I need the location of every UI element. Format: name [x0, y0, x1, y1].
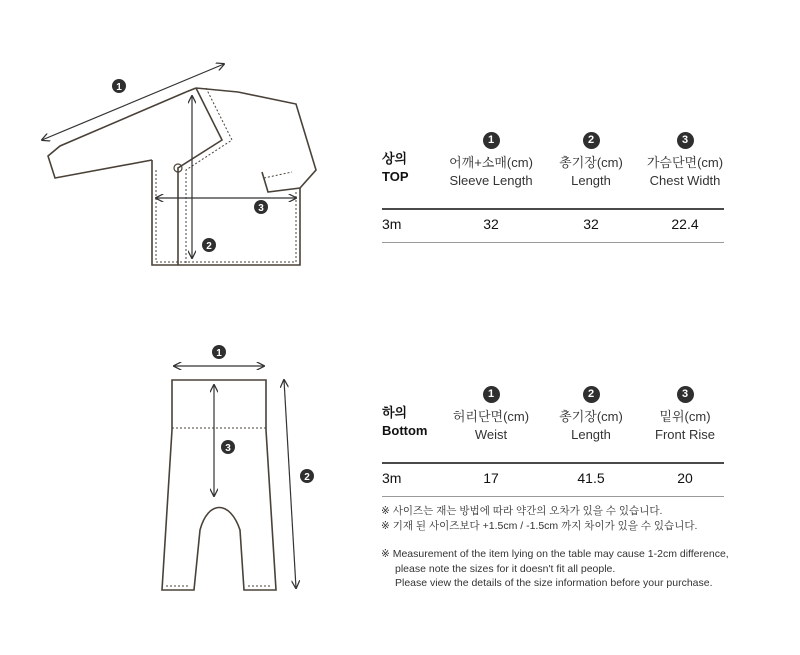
- note-ko-1: ※ 사이즈는 재는 방법에 따라 약간의 오차가 있을 수 있습니다.: [381, 505, 663, 517]
- col-label-ko: 밑위(cm): [659, 409, 711, 424]
- value-cell: 17: [483, 470, 499, 486]
- divider: [382, 496, 724, 497]
- bottom-col-1: [436, 384, 546, 444]
- bottom-size-table: [382, 384, 724, 497]
- top-marker-3: [254, 200, 268, 214]
- col-label-en: Length: [571, 427, 611, 442]
- size-cell: 3m: [382, 470, 402, 486]
- col-number-badge: 2: [583, 132, 600, 149]
- bottom-table-row: [382, 464, 724, 496]
- bottom-col-3: [630, 384, 740, 444]
- svg-text:2: 2: [304, 472, 310, 483]
- value-cell: 32: [483, 216, 499, 232]
- size-cell: 3m: [382, 216, 402, 232]
- value-cell: 22.4: [671, 216, 699, 232]
- svg-text:2: 2: [206, 241, 212, 252]
- top-col-1: [436, 130, 546, 190]
- col-label-en: Weist: [474, 427, 508, 442]
- top-marker-1: [112, 79, 126, 93]
- bottom-category: [382, 404, 426, 440]
- top-table-row: [382, 210, 724, 242]
- top-category-en: TOP: [382, 169, 409, 184]
- bottom-category-en: Bottom: [382, 423, 428, 438]
- col-label-en: Front Rise: [655, 427, 715, 442]
- note-en-2: please note the sizes for it doesn't fit all people.: [395, 562, 616, 575]
- col-number-badge: 3: [677, 386, 694, 403]
- col-label-ko: 허리단면(cm): [452, 409, 530, 424]
- svg-text:1: 1: [116, 82, 122, 93]
- col-label-ko: 총기장(cm): [559, 409, 623, 424]
- value-cell: 20: [677, 470, 693, 486]
- col-number-badge: 3: [677, 132, 694, 149]
- top-marker-2: [202, 238, 216, 252]
- col-number-badge: 2: [583, 386, 600, 403]
- divider: [382, 242, 724, 243]
- bottom-marker-3: [221, 440, 235, 454]
- top-size-table: [382, 130, 724, 243]
- bottom-table-header: [382, 384, 724, 462]
- value-cell: 32: [583, 216, 599, 232]
- bottom-garment-illustration: [162, 380, 276, 590]
- col-label-en: Sleeve Length: [449, 173, 533, 188]
- col-number-badge: 1: [483, 132, 500, 149]
- col-label-en: Length: [571, 173, 611, 188]
- size-notes: [381, 504, 729, 591]
- col-label-ko: 가슴단면(cm): [646, 155, 724, 170]
- bottom-marker-2: [300, 469, 314, 483]
- col-number-badge: 1: [483, 386, 500, 403]
- col-label-ko: 총기장(cm): [559, 155, 623, 170]
- note-en-3: Please view the details of the size information before your purchase.: [395, 577, 713, 589]
- svg-text:3: 3: [258, 203, 264, 214]
- note-en-1: ※ Measurement of the item lying on the table may cause 1-2cm difference,: [381, 548, 729, 560]
- svg-text:3: 3: [225, 443, 231, 454]
- bottom-category-ko: 하의: [382, 405, 408, 420]
- top-garment-illustration: [48, 88, 316, 265]
- value-cell: 41.5: [577, 470, 605, 486]
- svg-text:1: 1: [216, 348, 222, 359]
- top-table-header: [382, 130, 724, 208]
- col-label-en: Chest Width: [649, 173, 721, 188]
- top-category-ko: 상의: [382, 151, 408, 166]
- col-label-ko: 어깨+소매(cm): [449, 155, 533, 170]
- note-ko-2: ※ 기재 된 사이즈보다 +1.5cm / -1.5cm 까지 차이가 있을 수 있습니다.: [381, 519, 698, 532]
- top-col-3: [630, 130, 740, 190]
- top-category: [382, 150, 426, 186]
- bottom-marker-1: [212, 345, 226, 359]
